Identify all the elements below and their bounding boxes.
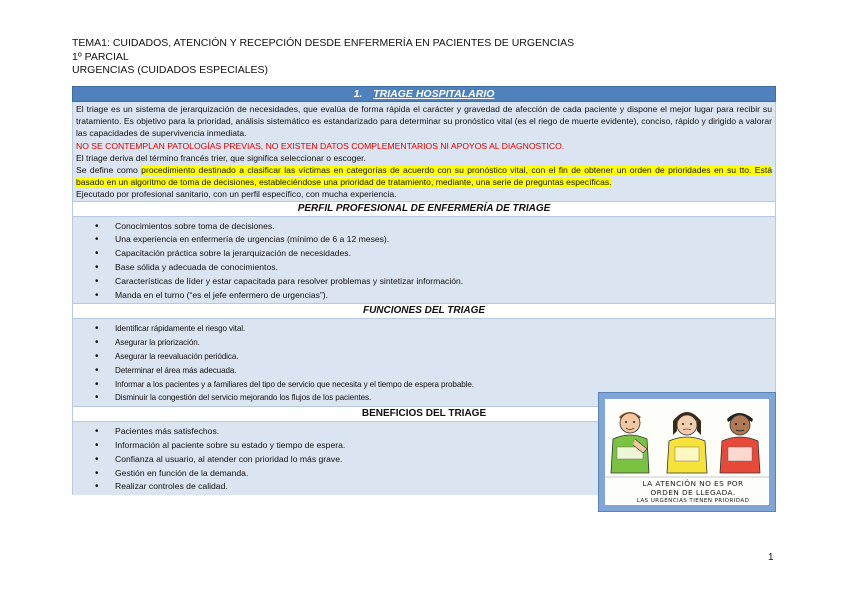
document-title: TEMA1: CUIDADOS, ATENCIÓN Y RECEPCIÓN DESDE ENFERMERÍA EN PACIENTES DE URGENCIAS <box>72 37 575 49</box>
list-item: • Disminuir la congestión del servicio mejorando los flujos de los pacientes. <box>73 391 775 405</box>
section-title <box>72 86 776 102</box>
list-item: • Asegurar la priorización. <box>73 336 775 350</box>
intro-definition: El triage es un sistema de jerarquización de necesidades, que evalúa de forma rápida el carácter y gravedad de afección de cada paciente y dispone el mejor lugar para recibir su tratamiento. Es objetivo para la prioridad, análisis sistemático es estandarizado para determinar su pronóstico vital (es el riego de muerte evidente), conciso, rápido y dirigido a valorar las capacidades de supervivencia inmediata. <box>76 104 772 139</box>
intro-procedure <box>76 164 772 188</box>
list-item: • Base sólida y adecuada de conocimientos. <box>73 261 775 275</box>
page-header <box>72 37 574 78</box>
perfil-list <box>72 217 776 304</box>
list-item: • Realizar controles de calidad. <box>73 480 775 494</box>
list-item: • Información al paciente sobre su estado y tiempo de espera. <box>73 439 775 453</box>
section-title-text: TRIAGE HOSPITALARIO <box>373 88 495 100</box>
list-item: • Determinar el área más adecuada. <box>73 364 775 378</box>
intro-procedure-highlight: procedimiento destinado a clasificar las víctimas en categorías de acuerdo con su pronóstico vital, con el fin de obtener un orden de prioridades en su tto. Está basado en un algoritmo de toma de decisiones, estableciéndose una prioridad de tratamiento, mediante, una serie de preguntas específicas. <box>76 165 772 188</box>
list-item: • Identificar rápidamente el riesgo vital. <box>73 322 775 336</box>
illustration-canvas <box>605 399 769 505</box>
perfil-heading: PERFIL PROFESIONAL DE ENFERMERÍA DE TRIAGE <box>72 201 776 217</box>
beneficios-heading: BENEFICIOS DEL TRIAGE <box>72 406 776 422</box>
kid-yellow-icon <box>667 412 707 473</box>
list-item: • Asegurar la reevaluación periódica. <box>73 350 775 364</box>
list-item: • Gestión en función de la demanda. <box>73 467 775 481</box>
list-item: • Pacientes más satisfechos. <box>73 425 775 439</box>
list-item: • Informar a los pacientes y a familiares del tipo de servicio que necesita y el tiempo de espera probable. <box>73 378 775 392</box>
intro-etymology: El triage deriva del término francés trier, que significa seleccionar o escoger. <box>76 152 366 163</box>
triage-illustration <box>598 392 776 512</box>
intro-warning: NO SE CONTEMPLAN PATOLOGÍAS PREVIAS, NO EXISTEN DATOS COMPLEMENTARIOS NI APOYOS AL DIAGNOSTICO. <box>76 140 565 151</box>
illustration-caption-3: LAS URGENCIAS TIENEN PRIORIDAD <box>636 498 750 504</box>
list-item: • Confianza al usuario, al atender con prioridad lo más grave. <box>73 453 775 467</box>
page-number: 1 <box>768 552 774 563</box>
document-subject: URGENCIAS (CUIDADOS ESPECIALES) <box>72 64 269 76</box>
kid-red-icon <box>720 413 760 473</box>
kid-green-icon <box>611 412 649 473</box>
list-item: • Características de líder y estar capacitada para resolver problemas y sintetizar información. <box>73 275 775 289</box>
funciones-heading: FUNCIONES DEL TRIAGE <box>72 303 776 319</box>
intro-executor: Ejecutado por profesional sanitario, con un perfil específico, con mucha experiencia. <box>76 189 397 200</box>
list-item: • Capacitación práctica sobre la jerarquización de necesidades. <box>73 247 775 261</box>
list-item: • Una experiencia en enfermería de urgencias (mínimo de 6 a 12 meses). <box>73 233 775 247</box>
section-number: 1. <box>353 88 363 100</box>
illustration-caption-1: LA ATENCIÓN NO ES POR <box>642 479 744 488</box>
intro-procedure-lead: Se define como <box>76 165 142 176</box>
list-item: • Manda en el turno (“es el jefe enfermero de urgencias”). <box>73 289 775 303</box>
document-term: 1º PARCIAL <box>72 50 129 63</box>
three-kids-drawing <box>605 399 769 479</box>
intro-block <box>72 102 776 201</box>
list-item: • Conocimientos sobre toma de decisiones. <box>73 220 775 234</box>
illustration-caption-2: ORDEN DE LLEGADA. <box>650 488 736 497</box>
